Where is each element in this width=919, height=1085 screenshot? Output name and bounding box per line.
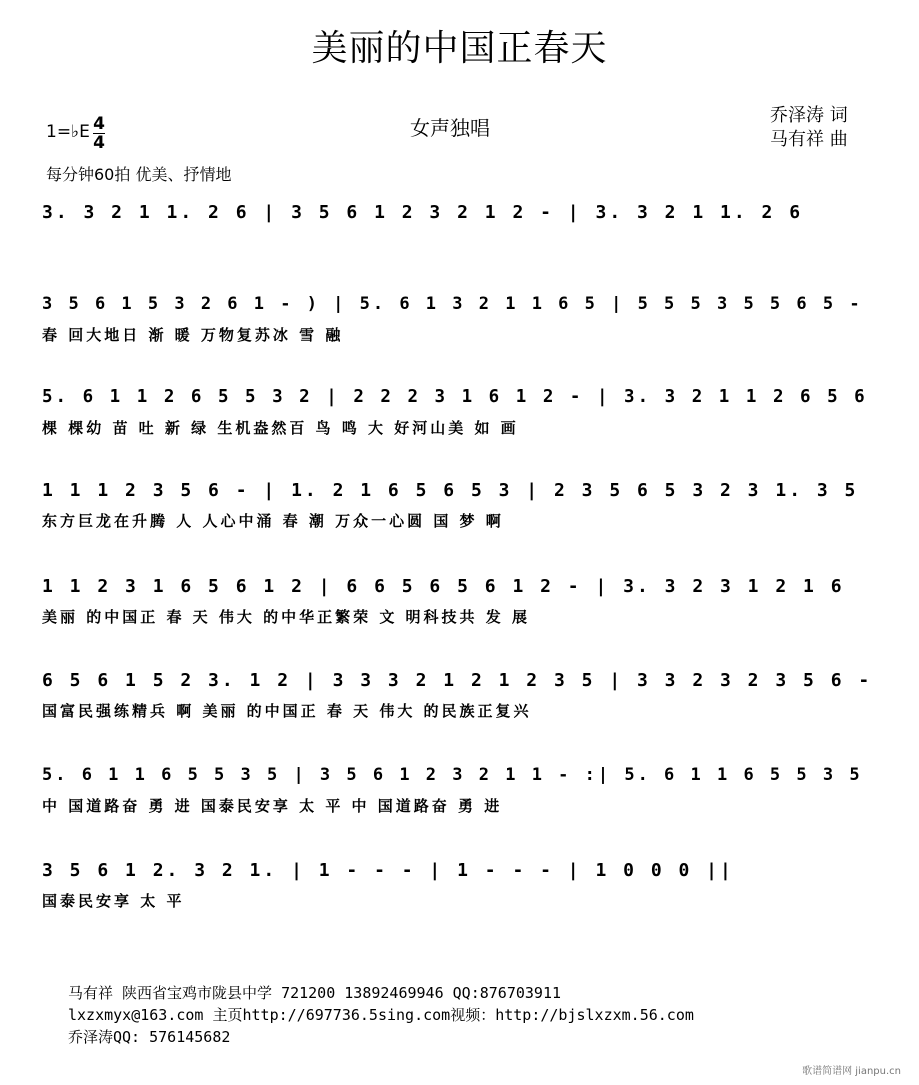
credits [770,104,848,152]
time-signature [93,115,105,152]
footer-line-1: 马有祥 陕西省宝鸡市陇县中学 721200 13892469946 QQ:876703911 [68,984,562,1002]
score-row-7 [42,765,882,845]
lyrics-row-7: 中 国道路奋 勇 进 国泰民安享 太 平 中 国道路奋 勇 进 [42,797,503,815]
score-row-4 [42,480,882,560]
contact-footer [68,982,694,1048]
score-row-6 [42,670,882,750]
lyrics-row-6: 国富民强练精兵 啊 美丽 的中国正 春 天 伟大 的民族正复兴 [42,702,532,720]
watermark: 歌谱简谱网 jianpu.cn [802,1066,901,1077]
score-row-5 [42,576,882,656]
notes-row-7: 5. 6 1 1 6 5 5 3 5 | 3 5 6 1 2 3 2 1 1 - :| 5. 6 1 1 6 5 5 3 5 [42,765,863,785]
song-title: 美丽的中国正春天 [311,28,608,69]
key-signature: 1=♭E [46,122,90,142]
score-row-3 [42,387,882,467]
notes-row-1: 3. 3 2 1 1. 2 6 | 3 5 6 1 2 3 2 1 2 - | 3. 3 2 1 1. 2 6 [42,202,804,223]
notes-row-4: 1 1 1 2 3 5 6 - | 1. 2 1 6 5 6 5 3 | 2 3 5 6 5 3 2 3 1. 3 5 [42,480,859,501]
composer: 马有祥 曲 [770,129,848,150]
tempo-marking: 每分钟60拍 优美、抒情地 [46,165,232,184]
lyrics-row-8: 国泰民安享 太 平 [42,892,185,910]
score-row-1 [42,202,882,282]
notes-row-3: 5. 6 1 1 2 6 5 5 3 2 | 2 2 2 3 1 6 1 2 - | 3. 3 2 1 1 2 6 5 6 [42,387,868,407]
footer-line-2: lxzxmyx@163.com 主页http://697736.5sing.com视频：http://bjslxzxm.56.com [68,1006,694,1024]
notes-row-2: 3 5 6 1 5 3 2 6 1 - ) | 5. 6 1 3 2 1 1 6 5 | 5 5 5 3 5 5 6 5 - [42,294,863,314]
notes-row-6: 6 5 6 1 5 2 3. 1 2 | 3 3 3 2 1 2 1 2 3 5 | 3 3 2 3 2 3 5 6 - [42,670,873,691]
score-row-8 [42,860,882,940]
lyricist: 乔泽涛 词 [770,105,848,126]
notes-row-8: 3 5 6 1 2. 3 2 1. | 1 - - - | 1 - - - | 1 0 0 0 || [42,860,734,881]
score-row-2 [42,294,882,374]
lyrics-row-5: 美丽 的中国正 春 天 伟大 的中华正繁荣 文 明科技共 发 展 [42,608,531,626]
time-signature-top: 4 [93,114,105,134]
footer-line-3: 乔泽涛QQ: 576145682 [68,1028,231,1046]
notes-row-5: 1 1 2 3 1 6 5 6 1 2 | 6 6 5 6 5 6 1 2 - | 3. 3 2 3 1 2 1 6 [42,576,845,597]
voice-type: 女声独唱 [410,116,490,140]
lyrics-row-3: 棵 棵幼 苗 吐 新 绿 生机盎然百 鸟 鸣 大 好河山美 如 画 [42,419,519,437]
lyrics-row-4: 东方巨龙在升腾 人 人心中涌 春 潮 万众一心圆 国 梦 啊 [42,512,504,530]
lyrics-row-2: 春 回大地日 渐 暖 万物复苏冰 雪 融 [42,326,344,344]
time-signature-bottom: 4 [93,133,105,153]
